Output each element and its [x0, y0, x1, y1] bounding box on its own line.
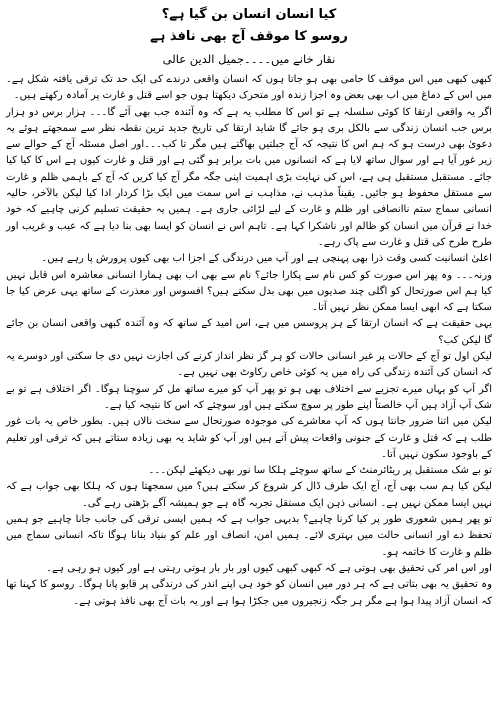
paragraph: لیکن اول تو آج کے حالات پر غیر انسانی حالات کو ہر گز نظر انداز کرنے کی اجازت نہیں دی جا سکتی اور دوسرے یہ کہ انسان کی آئندہ زندگی کی راہ میں یہ کوئی خاص رکاوٹ بھی نہیں ہے۔: [6, 351, 492, 379]
article-body: [6, 72, 492, 610]
paragraph: ورنہ۔۔۔ وہ پھر اس صورت کو کس نام سے پکارا جائے؟ نام سے بھی اب بھی ہمارا انسانی معاشرہ اس قابل نہیں کیا ہم اس صورتحال کو اگلی چند صدیوں میں بھی بدل سکتے ہیں؟ افسوس اور معذرت کے ساتھ یہی عرض کیا جا سکتا ہے کہ ابھی ایسا ممکن نظر نہیں آتا۔: [6, 269, 492, 314]
paragraph: تو بے شک مستقبل پر ریٹائرمنٹ کے ساتھ سوچئے ہلکا سا نور بھی دیکھئے لیکن۔۔۔: [148, 465, 492, 477]
article-subtitle: روسو کا موقف آج بھی نافذ ہے: [150, 29, 348, 44]
paragraph: تو پھر ہمیں شعوری طور پر کیا کرنا چاہیے؟ بدیہی جواب ہے کہ ہمیں ایسی ترقی کی جانب جانا چاہیے جو ہمیں تحفظ دے اور انسانی حالت میں بہتری لائے۔ ہمیں امن، انصاف اور علم کو بنیاد بنانا ہوگا تاکہ انسانی سماج میں ظلم و غارت کا خاتمہ ہو۔: [6, 514, 492, 558]
paragraph: لیکن میں اتنا ضرور جانتا ہوں کہ آپ معاشرے کی موجودہ صورتحال سے سخت نالاں ہیں۔ بطور خاص یہ بات غور طلب ہے کہ قتل و غارت کے جنونی واقعات پیش آتے ہیں اور آپ کو شاید یہ بھی زیادہ ستاتے ہیں کہ ترقی اور تعلیم کے باوجود سکون نہیں آتا۔: [6, 416, 492, 460]
article-header: [6, 4, 492, 70]
paragraph: اگر آپ کو یہاں میرے تجزیے سے اختلاف بھی ہو تو پھر آپ کو میرے ساتھ مل کر سوچنا ہوگا۔ اگر اختلاف ہے تو بے شک آپ آزاد ہیں آپ خالصتاً اپنے طور پر سوچ سکتے ہیں اور سوچئے کہ اس کا نتیجہ کیا ہے۔: [6, 383, 492, 411]
paragraph: اور اس امر کی تحقیق بھی ہوتی ہے کہ کبھی کبھی کیوں اور بار بار ہوتی رہتی ہے اور کیوں ہو رہی ہے۔: [46, 562, 492, 574]
paragraph: اگر یہ واقعی ارتقا کا کوئی سلسلہ ہے تو اس کا مطلب یہ ہے کہ وہ آئندہ جب بھی آئے گا۔۔۔ ہزار برس دو ہزار برس جب انسان زندگی سے بالکل بری ہو جائے گا شاید ارتقا کی تاریخ جدید ترین نقطہ نظر سے سمجھتے ہوئے یہ دعویٰ بھی درست ہو کہ ہم اس کا نتیجہ کہ آج جبلتیں بھاگتے ہیں مگر تا کب۔۔۔اور اصل مسئلہ آج کے حوالے سے زیر غور آیا ہے اور سوال ساتھ لایا ہے کہ انسانوں میں بات برابر ہو گئی ہے اور قتل و غارت کیوں ہے اس کا کیا کیا جائے۔ مستقبل مستقبل ہی ہے، اس کی نہایت بڑی اہمیت اپنی جگہ مگر آج کیا کریں کہ آج کے باہمی ظلم و غارت سے مستقل محفوظ ہو جائیں۔ یقیناً مذہب نے، مذاہب نے اس سمت میں ایک بڑا کردار ادا کیا لیکن بالآخر، حالیہ انسانی سماج ستم ناانصافی اور ظلم و غارت کے لیے لڑائی جاری ہے۔ ہمیں یہ حقیقت تسلیم کرنی چاہیے کہ خود خدا نے قرآن میں انسان کو ظالم اور ناشکرا کہا ہے۔ تاہم اس نے انسان کو ایسا بھی بنا دیا ہے کہ عیب و غریب اور طرح طرح کی قتل و غارت سے پاک رہے۔: [6, 106, 492, 248]
paragraph: لیکن کیا ہم سب بھی آج، آج ایک طرف ڈال کر شروع کر سکتے ہیں؟ میں سمجھتا ہوں کہ ہلکا بھی جواب ہے کہ نہیں ایسا ممکن نہیں ہے۔ انسانی ذہن ایک مستقل تجربہ گاہ ہے جو ہمیشہ آگے بڑھتی رہے گی۔: [6, 481, 492, 509]
article-title: کیا انسان انسان بن گیا ہے؟: [161, 7, 337, 22]
paragraph: وہ تحقیق یہ بھی بتاتی ہے کہ ہر دور میں انسان کو خود ہی اپنے اندر کی درندگی پر قابو پانا ہوگا۔ روسو کا کہنا تھا کہ انسان آزاد پیدا ہوا ہے مگر ہر جگہ زنجیروں میں جکڑا ہوا ہے اور یہ بات آج بھی نافذ ہوتی ہے۔: [6, 579, 492, 607]
paragraph: کبھی کبھی میں اس موقف کا حامی بھی ہو جاتا ہوں کہ انسان واقعی درندے کی ایک حد تک ترقی یافتہ شکل ہے۔ میں اس کے دماغ میں اب بھی بعض وہ اجزا زندہ اور متحرک دیکھتا ہوں جو اسے قتل و غارت پر آمادہ رکھتے ہیں۔: [6, 74, 492, 102]
column-byline: نقار خانے میں۔۔۔۔جمیل الدین عالی: [162, 52, 336, 66]
paragraph: یہی حقیقت ہے کہ انسان ارتقا کے ہر پروسس میں ہے، اس امید کے ساتھ کہ وہ آئندہ کبھی واقعی انسان بن جائے گا لیکن کب؟: [6, 318, 492, 346]
paragraph: اعلیٰ انسانیت کسی وقت ذرا بھی پہنچی ہے اور آپ میں درندگی کے اجزا اب بھی کیوں پرورش پا رہے ہیں۔: [41, 253, 492, 265]
